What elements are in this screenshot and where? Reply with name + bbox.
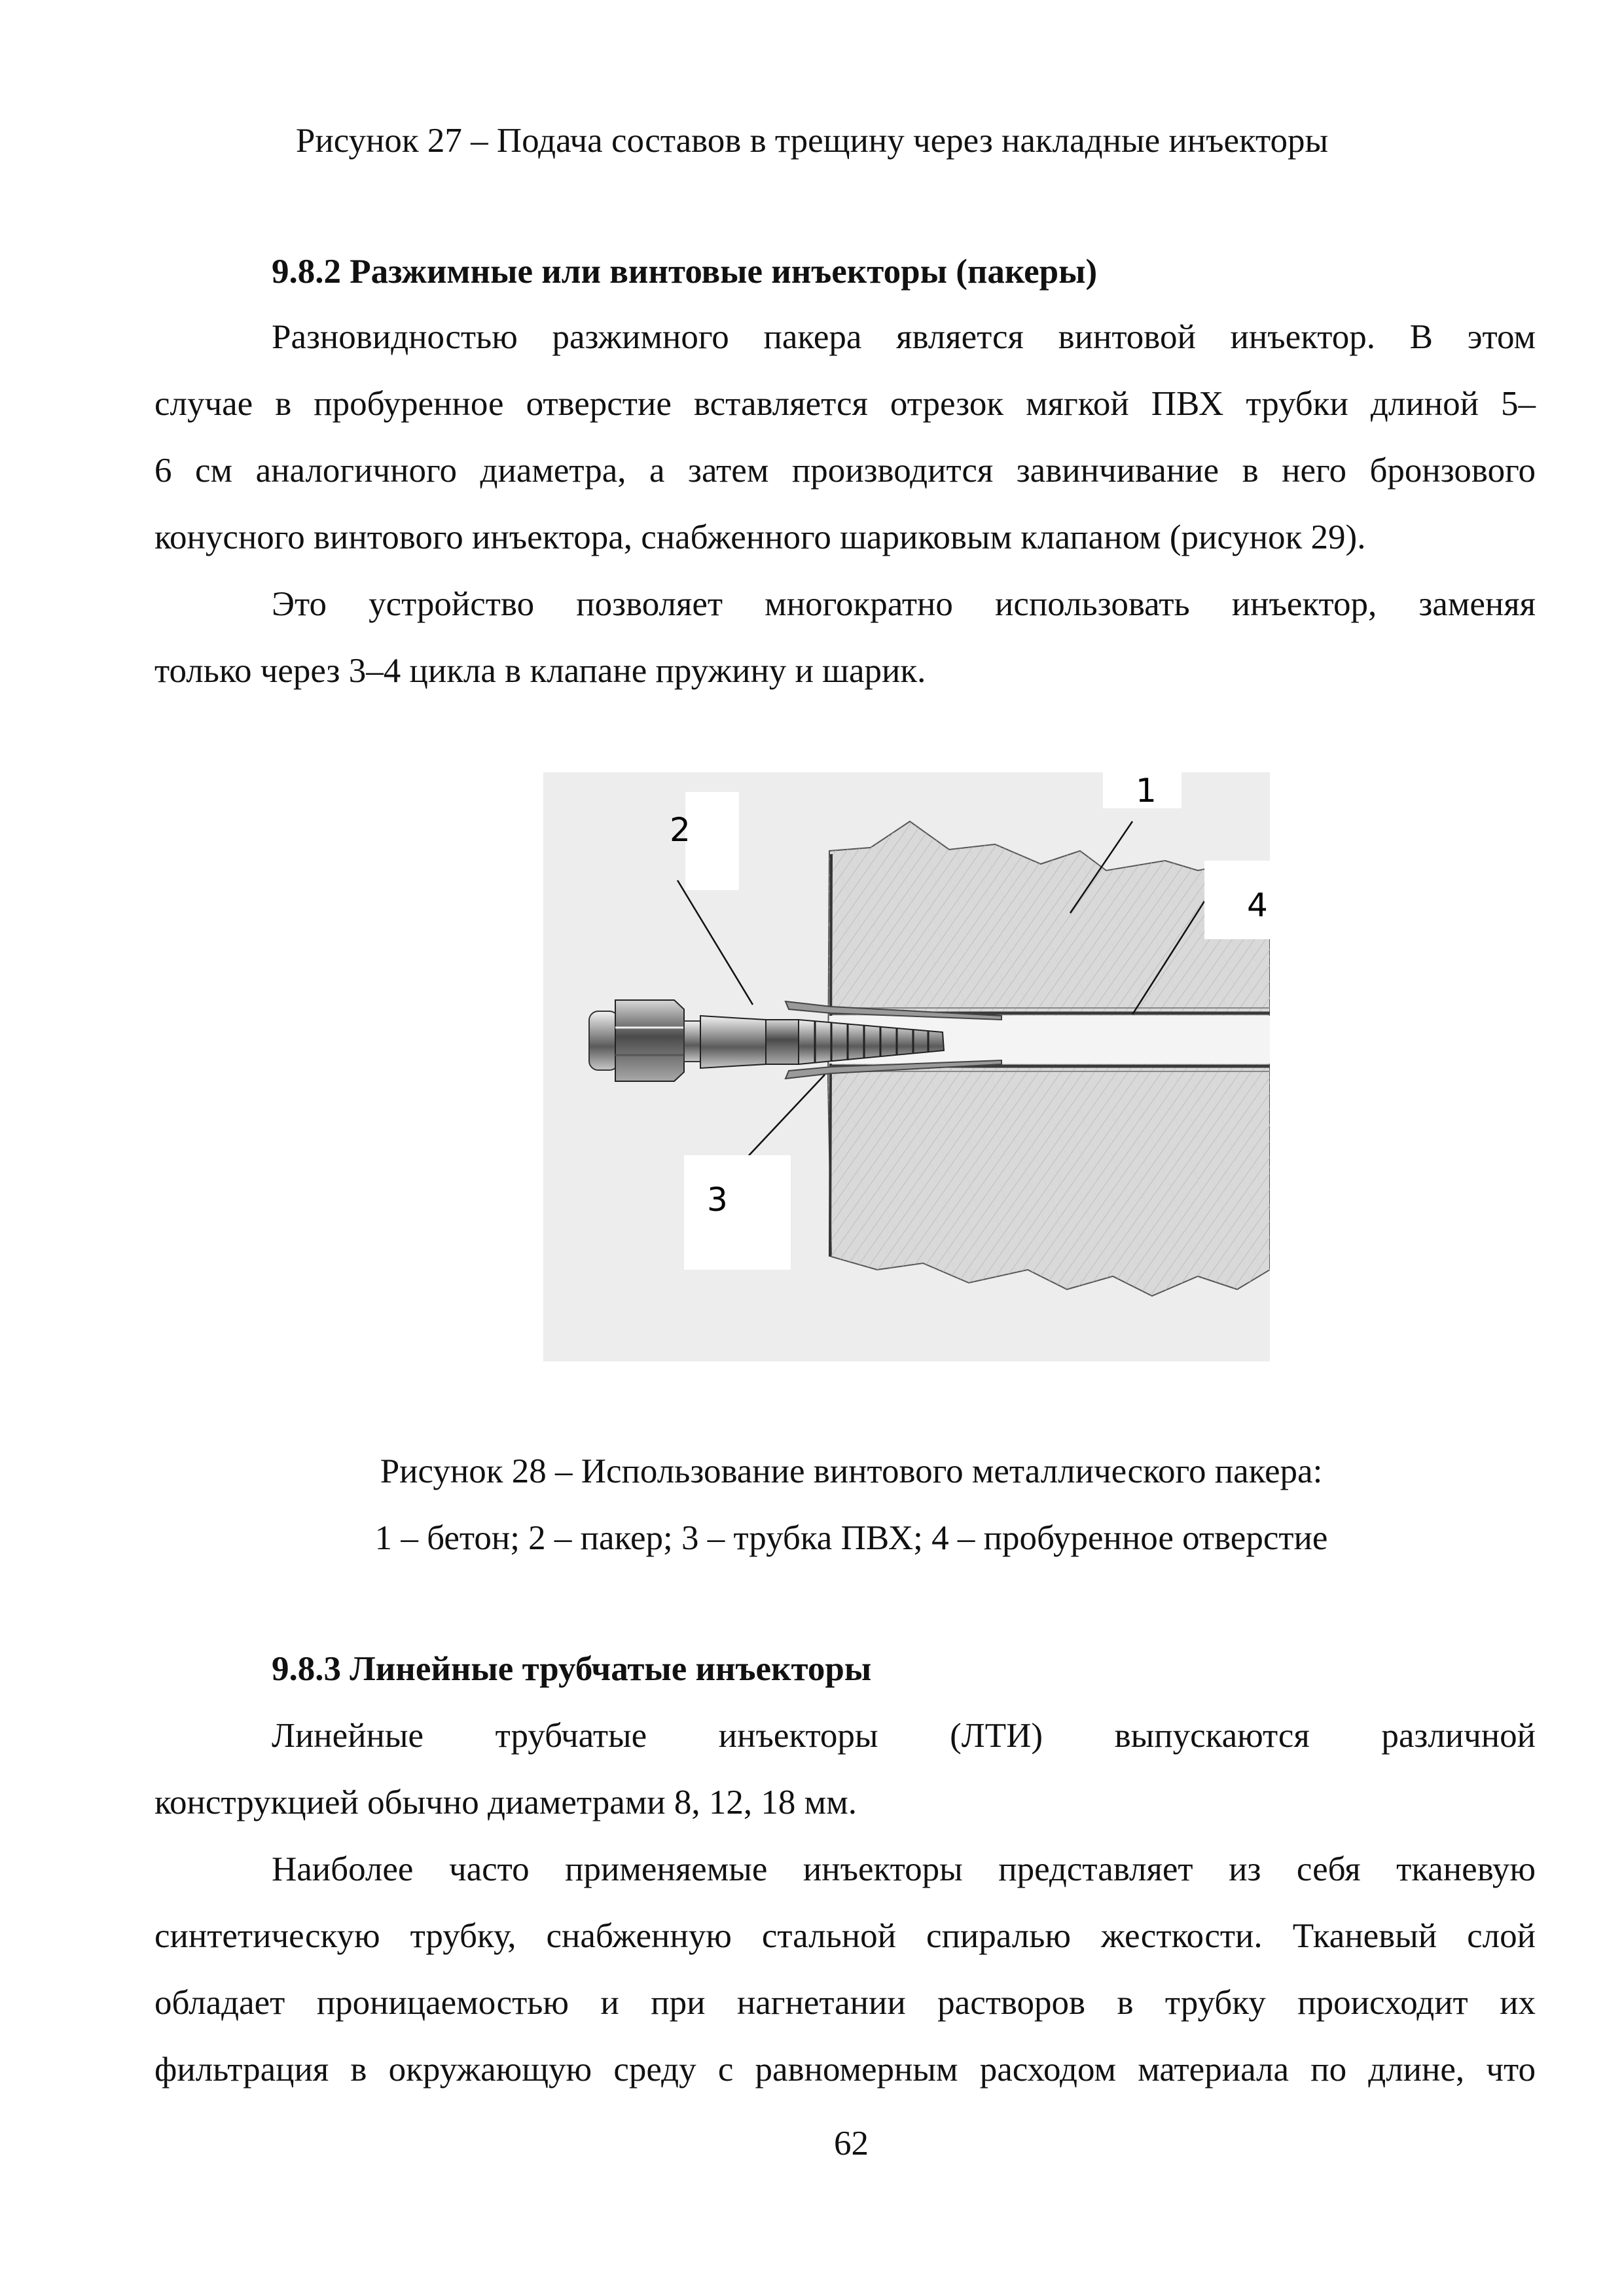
label-2-packer: 2 bbox=[670, 811, 691, 849]
figure-28-caption-line-1: Рисунок 28 – Использование винтового металлического пакера: bbox=[380, 1452, 1323, 1490]
paragraph-4-line: Наиболее часто применяемые инъекторы представляет из себя тканевую bbox=[272, 1850, 1536, 1888]
section-9-8-2-heading: 9.8.2 Разжимные или винтовые инъекторы (пакеры) bbox=[272, 253, 1098, 291]
page-number: 62 bbox=[834, 2125, 869, 2162]
figure-28-drawing bbox=[543, 772, 1270, 1361]
paragraph-4-line: фильтрация в окружающую среду с равномерным расходом материала по длине, что bbox=[154, 2051, 1536, 2089]
figure-28-caption-line-2: 1 – бетон; 2 – пакер; 3 – трубка ПВХ; 4 – пробуренное отверстие bbox=[374, 1519, 1328, 1557]
paragraph-1-line: 6 см аналогичного диаметра, а затем производится завинчивание в него бронзового bbox=[154, 452, 1536, 490]
paragraph-4-line: обладает проницаемостью и при нагнетании растворов в трубку происходит их bbox=[154, 1984, 1536, 2022]
paragraph-3-line: Линейные трубчатые инъекторы (ЛТИ) выпускаются различной bbox=[272, 1717, 1536, 1755]
section-9-8-3-heading: 9.8.3 Линейные трубчатые инъекторы bbox=[272, 1650, 872, 1688]
label-1-concrete: 1 bbox=[1136, 772, 1157, 810]
figure-27-caption: Рисунок 27 – Подача составов в трещину через накладные инъекторы bbox=[295, 122, 1329, 160]
paragraph-1-line: Разновидностью разжимного пакера является винтовой инъектор. В этом bbox=[272, 318, 1536, 356]
paragraph-2-line: только через 3–4 цикла в клапане пружину и шарик. bbox=[154, 652, 926, 690]
paragraph-1-line: конусного винтового инъектора, снабженного шариковым клапаном (рисунок 29). bbox=[154, 518, 1366, 556]
paragraph-3-line: конструкцией обычно диаметрами 8, 12, 18 мм. bbox=[154, 1784, 857, 1821]
label-3-tube: 3 bbox=[707, 1181, 728, 1219]
label-4-hole: 4 bbox=[1247, 886, 1268, 924]
paragraph-4-line: синтетическую трубку, снабженную стальной спиралью жесткости. Тканевый слой bbox=[154, 1917, 1536, 1955]
paragraph-2-line: Это устройство позволяет многократно использовать инъектор, заменяя bbox=[272, 585, 1536, 623]
paragraph-1-line: случае в пробуренное отверстие вставляется отрезок мягкой ПВХ трубки длиной 5– bbox=[154, 385, 1536, 423]
